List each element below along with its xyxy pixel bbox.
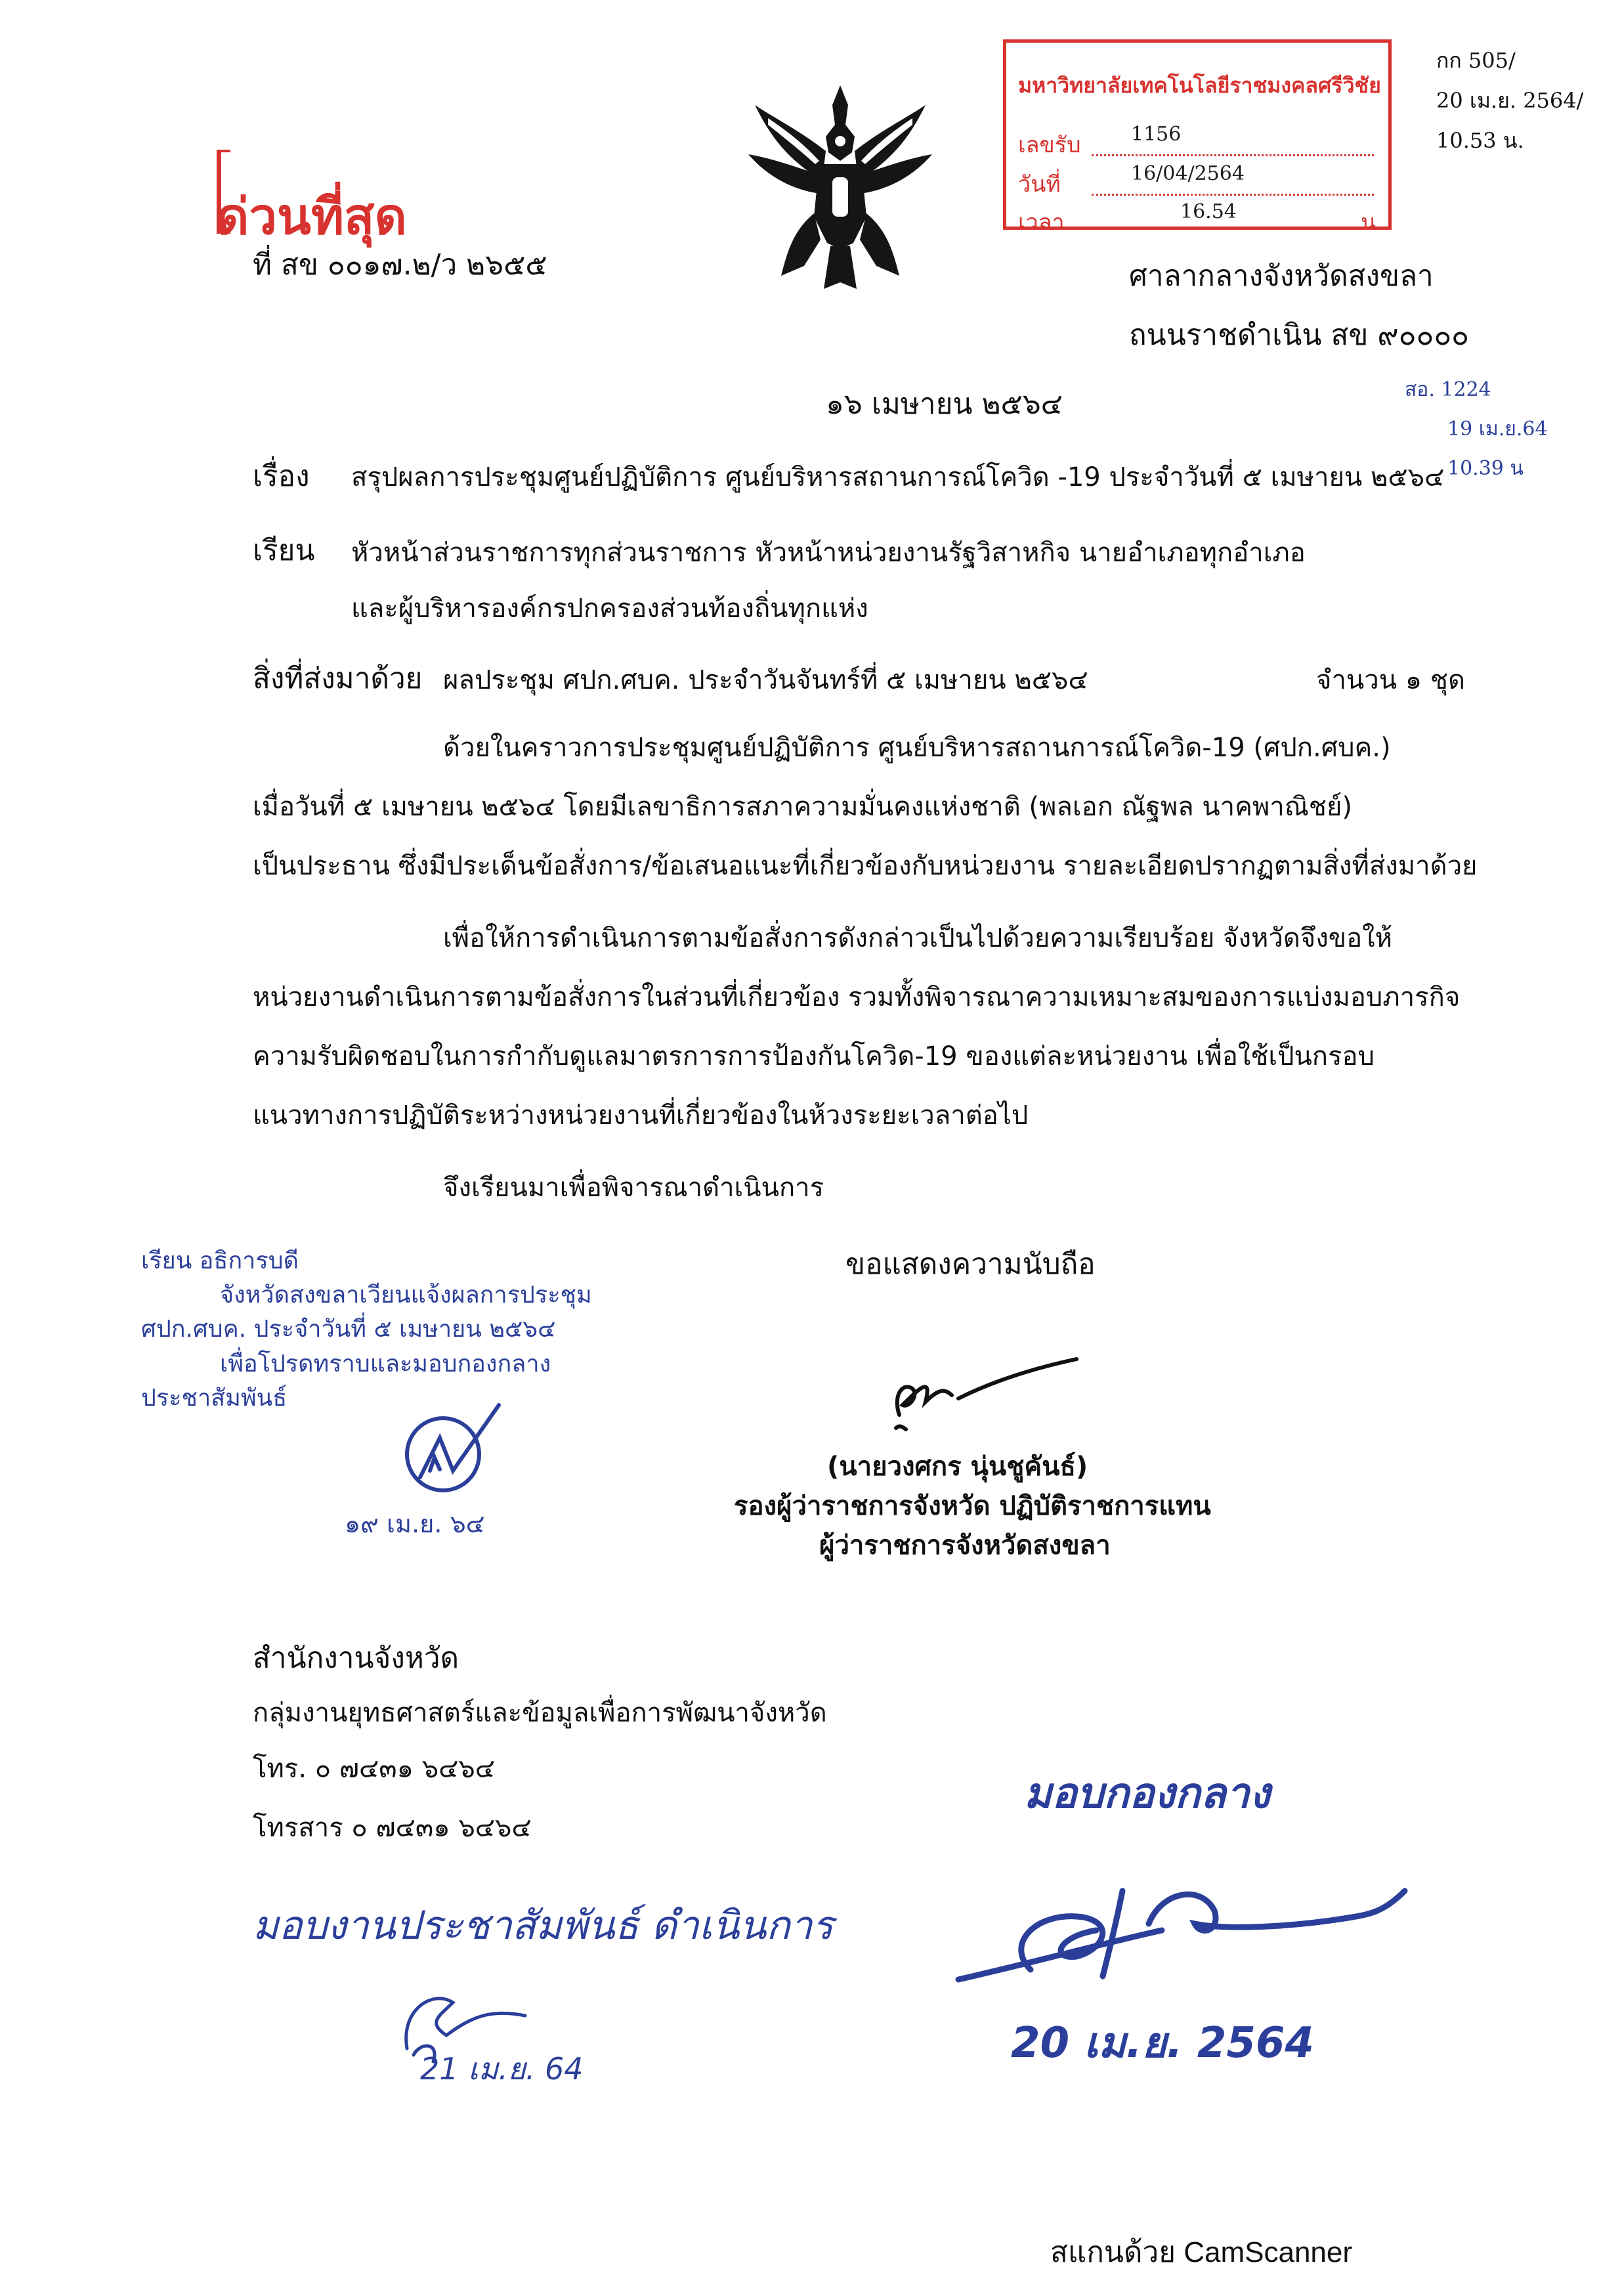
para2-line: แนวทางการปฏิบัติระหว่างหน่วยงานที่เกี่ยวข้องในห้วงระยะเวลาต่อไป	[253, 1100, 1029, 1131]
attachment-label: สิ่งที่ส่งมาด้วย	[253, 662, 423, 695]
para2-line: เพื่อให้การดำเนินการตามข้อสั่งการดังกล่าวเป็นไปด้วยความเรียบร้อย จังหวัดจึงขอให้	[443, 923, 1393, 953]
signer-name: (นายวงศกร นุ่นชูคันธ์)	[827, 1452, 1088, 1482]
stamp-recv-line	[1092, 154, 1374, 156]
signer-title: รองผู้ว่าราชการจังหวัด ปฏิบัติราชการแทน	[734, 1491, 1211, 1521]
office-line: สำนักงานจังหวัด	[253, 1641, 459, 1675]
signer-title: ผู้ว่าราชการจังหวัดสงขลา	[819, 1530, 1111, 1561]
document-number: ที่ สข ๐๐๑๗.๒/ว ๒๖๕๕	[253, 248, 547, 282]
margin-note-line: กก 505/	[1436, 48, 1516, 73]
document-date: ๑๖ เมษายน ๒๕๖๔	[826, 387, 1063, 421]
signer-signature	[880, 1343, 1090, 1435]
address-line: ถนนราชดำเนิน สข ๙๐๐๐๐	[1129, 318, 1470, 352]
approver-signature	[952, 1865, 1424, 1996]
so-note-line: 19 เม.ย.64	[1447, 418, 1548, 441]
closing-request: จึงเรียนมาเพื่อพิจารณาดำเนินการ	[443, 1173, 824, 1203]
attachment-text: ผลประชุม ศปก.ศบค. ประจำวันจันทร์ที่ ๕ เมษายน ๒๕๖๔	[443, 665, 1088, 695]
para1-line: เป็นประธาน ซึ่งมีประเด็นข้อสั่งการ/ข้อเสนอแนะที่เกี่ยวข้องกับหน่วยงาน รายละเอียดปรากฏตามสิ่งที่ส่งมาด้วย	[253, 851, 1478, 881]
receiving-stamp	[1003, 39, 1392, 236]
urgency-stamp: ด่วนที่สุด	[217, 187, 407, 246]
handwritten-assign-left: มอบงานประชาสัมพันธ์ ดำเนินการ	[253, 1903, 834, 1949]
stamp-date-label: วันที่	[1018, 171, 1061, 198]
so-note-line: 10.39 น	[1447, 457, 1524, 480]
stamp-recv-value: 1156	[1131, 123, 1182, 146]
stamp-time-value: 16.54	[1180, 200, 1237, 223]
para2-line: ความรับผิดชอบในการกำกับดูแลมาตรการการป้องกันโควิด-19 ของแต่ละหน่วยงาน เพื่อใช้เป็นกรอบ	[253, 1041, 1375, 1072]
stamp-org: มหาวิทยาลัยเทคโนโลยีราชมงคลศรีวิชัย	[1018, 73, 1381, 98]
so-note-line: สอ. 1224	[1405, 378, 1491, 401]
blue-note-line: ประชาสัมพันธ์	[141, 1384, 288, 1412]
stamp-time-label: เวลา	[1018, 209, 1065, 236]
closing-phrase: ขอแสดงความนับถือ	[845, 1247, 1096, 1281]
subject-text: สรุปผลการประชุมศูนย์ปฏิบัติการ ศูนย์บริหารสถานการณ์โควิด -19 ประจำวันที่ ๕ เมษายน ๒๕๖๔	[351, 462, 1445, 492]
blue-margin-note	[141, 1244, 592, 1416]
handwritten-assign-right: มอบกองกลาง	[1024, 1769, 1270, 1818]
stamp-date-value: 16/04/2564	[1131, 162, 1245, 185]
margin-note-line: 10.53 น.	[1436, 127, 1524, 153]
address-line: ศาลากลางจังหวัดสงขลา	[1129, 259, 1434, 293]
office-line: โทรสาร ๐ ๗๔๓๑ ๖๔๖๔	[253, 1813, 532, 1843]
stamp-time-line	[1092, 228, 1354, 230]
blue-note-date: ๑๙ เม.ย. ๖๔	[345, 1509, 485, 1538]
to-label: เรียน	[253, 534, 315, 567]
para2-line: หน่วยงานดำเนินการตามข้อสั่งการในส่วนที่เกี่ยวข้อง รวมทั้งพิจารณาความเหมาะสมของการแบ่งมอบภารกิจ	[253, 982, 1461, 1012]
blue-note-line: เรียน อธิการบดี	[141, 1247, 299, 1274]
blue-initial-signature	[394, 1392, 512, 1504]
blue-note-line: ศปก.ศบค. ประจำวันที่ ๕ เมษายน ๒๕๖๔	[141, 1316, 556, 1343]
blue-note-line: เพื่อโปรดทราบและมอบกองกลาง	[220, 1350, 551, 1377]
office-line: โทร. ๐ ๗๔๓๑ ๖๔๖๔	[253, 1754, 496, 1784]
office-line: กลุ่มงานยุทธศาสตร์และข้อมูลเพื่อการพัฒนาจังหวัด	[253, 1698, 827, 1728]
stamp-recv-label: เลขรับ	[1018, 132, 1081, 158]
stamp-date-line	[1092, 194, 1374, 196]
handwritten-date-left: 21 เม.ย. 64	[420, 2051, 584, 2087]
garuda-emblem-icon	[742, 79, 939, 295]
attachment-quantity: จำนวน ๑ ชุด	[1316, 665, 1465, 695]
to-line: และผู้บริหารองค์กรปกครองส่วนท้องถิ่นทุกแห่ง	[351, 594, 868, 624]
margin-note-line: 20 เม.ย. 2564/	[1436, 87, 1584, 113]
to-line: หัวหน้าส่วนราชการทุกส่วนราชการ หัวหน้าหน่วยงานรัฐวิสาหกิจ นายอำเภอทุกอำเภอ	[351, 538, 1306, 568]
blue-note-line: จังหวัดสงขลาเวียนแจ้งผลการประชุม	[220, 1282, 592, 1309]
subject-label: เรื่อง	[253, 460, 310, 493]
para1-line: เมื่อวันที่ ๕ เมษายน ๒๕๖๔ โดยมีเลขาธิการสภาความมั่นคงแห่งชาติ (พลเอก ณัฐพล นาคพาณิชย์)	[253, 792, 1352, 822]
margin-note-top	[1436, 41, 1583, 160]
stamp-time-unit: น.	[1361, 209, 1384, 236]
handwritten-date-right: 20 เม.ย. 2564	[1011, 2019, 1314, 2068]
para1-line: ด้วยในคราวการประชุมศูนย์ปฏิบัติการ ศูนย์บริหารสถานการณ์โควิด-19 (ศปก.ศบค.)	[443, 733, 1391, 763]
scanner-footer: สแกนด้วย CamScanner	[1050, 2236, 1353, 2268]
